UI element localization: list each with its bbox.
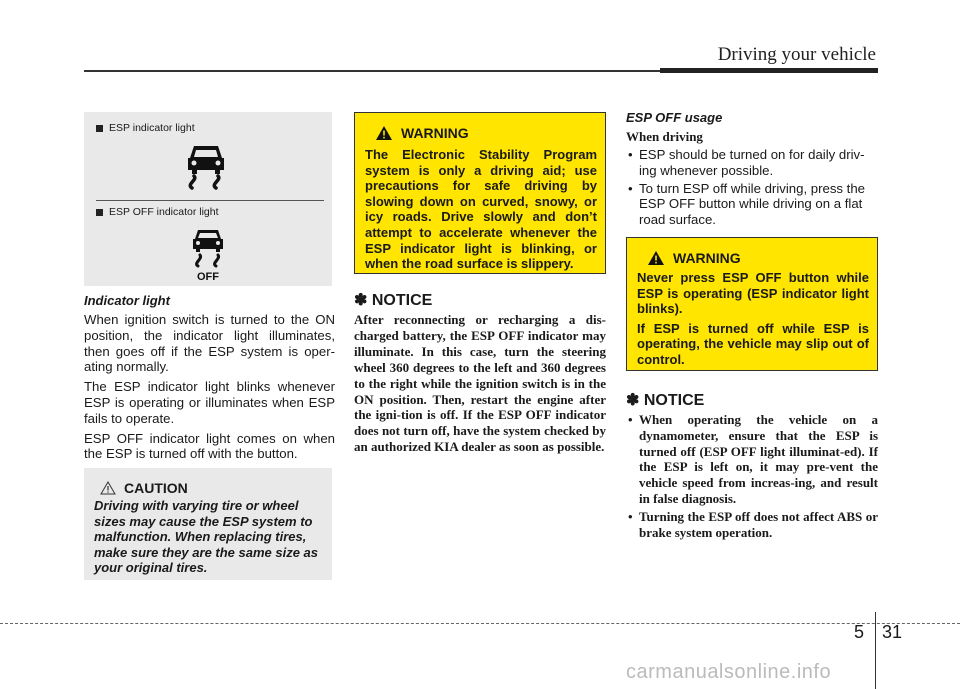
warning-box-esp-aid bbox=[354, 112, 606, 274]
off-label: OFF bbox=[197, 271, 219, 282]
subheading: When driving bbox=[626, 129, 703, 144]
list-item: • ESP should be turned on for daily driv-ing whenever possible. bbox=[626, 147, 878, 179]
list-item: • Turning the ESP off does not affect ABS or brake system operation. bbox=[626, 509, 878, 541]
warning-paragraph: If ESP is turned off while ESP is operating, the vehicle may slip out of control. bbox=[637, 320, 869, 367]
header-rule-accent bbox=[660, 68, 878, 73]
page-number: 31 bbox=[882, 622, 903, 642]
caution-text: Driving with varying tire or wheel sizes may cause the ESP system to malfunction. When replacing tires, make sure they are the same size as your original tires. bbox=[94, 498, 319, 575]
paragraph: The ESP indicator light blinks whenever ESP is operating or illuminates when ESP fails to operate. bbox=[84, 379, 335, 426]
section-heading: ESP OFF usage bbox=[626, 110, 723, 125]
warning-text: The Electronic Stability Program system is only a driving aid; use precautions for safe driving by slowing down on curved, snowy, or icy roads. Drive slowly and don’t attempt to accelerate whenever the ESP indicator light is blinking, or when the road surface is slippery. bbox=[365, 147, 597, 272]
notice-heading: ✽ NOTICE bbox=[626, 392, 705, 409]
page-header-title: Driving your vehicle bbox=[717, 44, 876, 65]
footer-dashed-rule bbox=[0, 623, 960, 624]
caution-box bbox=[84, 468, 332, 580]
warning-heading: WARNING bbox=[647, 250, 741, 266]
caution-triangle-icon bbox=[100, 481, 116, 495]
figure-divider bbox=[96, 200, 324, 201]
warning-triangle-icon bbox=[375, 125, 393, 141]
esp-indicator-icon bbox=[180, 140, 232, 192]
square-bullet-icon bbox=[96, 125, 103, 132]
usage-list bbox=[626, 147, 878, 228]
figure-label-esp-off: ESP OFF indicator light bbox=[96, 206, 219, 218]
warning-text bbox=[637, 270, 869, 372]
footer-page-divider bbox=[875, 612, 876, 689]
list-item: • To turn ESP off while driving, press the ESP OFF button while driving on a flat road surface. bbox=[626, 181, 878, 228]
chapter-number: 5 bbox=[854, 622, 865, 642]
figure-label-esp: ESP indicator light bbox=[96, 122, 195, 134]
caution-heading: CAUTION bbox=[100, 480, 188, 496]
indicator-light-section bbox=[84, 293, 335, 466]
esp-off-indicator-icon bbox=[188, 224, 228, 282]
esp-off-usage-section bbox=[626, 110, 878, 230]
notice-text: After reconnecting or recharging a dis-charged battery, the ESP OFF indicator may illuminate. In this case, turn the steering wheel 360 degrees to the left and 360 degrees to the right while the ignition switch is in the ON position. Then, restart the engine after the igni-tion is off. If the ESP OFF indicator does not turn off, have the system checked by an authorized KIA dealer as soon as possible. bbox=[354, 312, 606, 455]
notice-dynamometer bbox=[626, 390, 878, 542]
warning-heading: WARNING bbox=[375, 125, 469, 141]
paragraph: ESP OFF indicator light comes on when the ESP is turned off with the button. bbox=[84, 430, 335, 462]
warning-paragraph: Never press ESP OFF button while ESP is operating (ESP indicator light blinks). bbox=[637, 270, 869, 317]
notice-heading: ✽ NOTICE bbox=[354, 292, 433, 309]
square-bullet-icon bbox=[96, 209, 103, 216]
warning-triangle-icon bbox=[647, 250, 665, 266]
paragraph: When ignition switch is turned to the ON position, the indicator light illuminates, then goes off if the ESP system is oper-ating normally. bbox=[84, 312, 335, 375]
watermark: carmanualsonline.info bbox=[626, 661, 832, 683]
warning-box-esp-off bbox=[626, 237, 878, 371]
section-heading: Indicator light bbox=[84, 293, 170, 308]
list-item: • When operating the vehicle on a dynamometer, ensure that the ESP is turned off (ESP OFF light illuminat-ed). If the ESP is left on, it may pre-vent the vehicle speed from increas-ing, and result in false diagnosis. bbox=[626, 412, 878, 507]
notice-battery bbox=[354, 290, 606, 455]
indicator-figure bbox=[84, 112, 332, 286]
notice-list bbox=[626, 412, 878, 540]
